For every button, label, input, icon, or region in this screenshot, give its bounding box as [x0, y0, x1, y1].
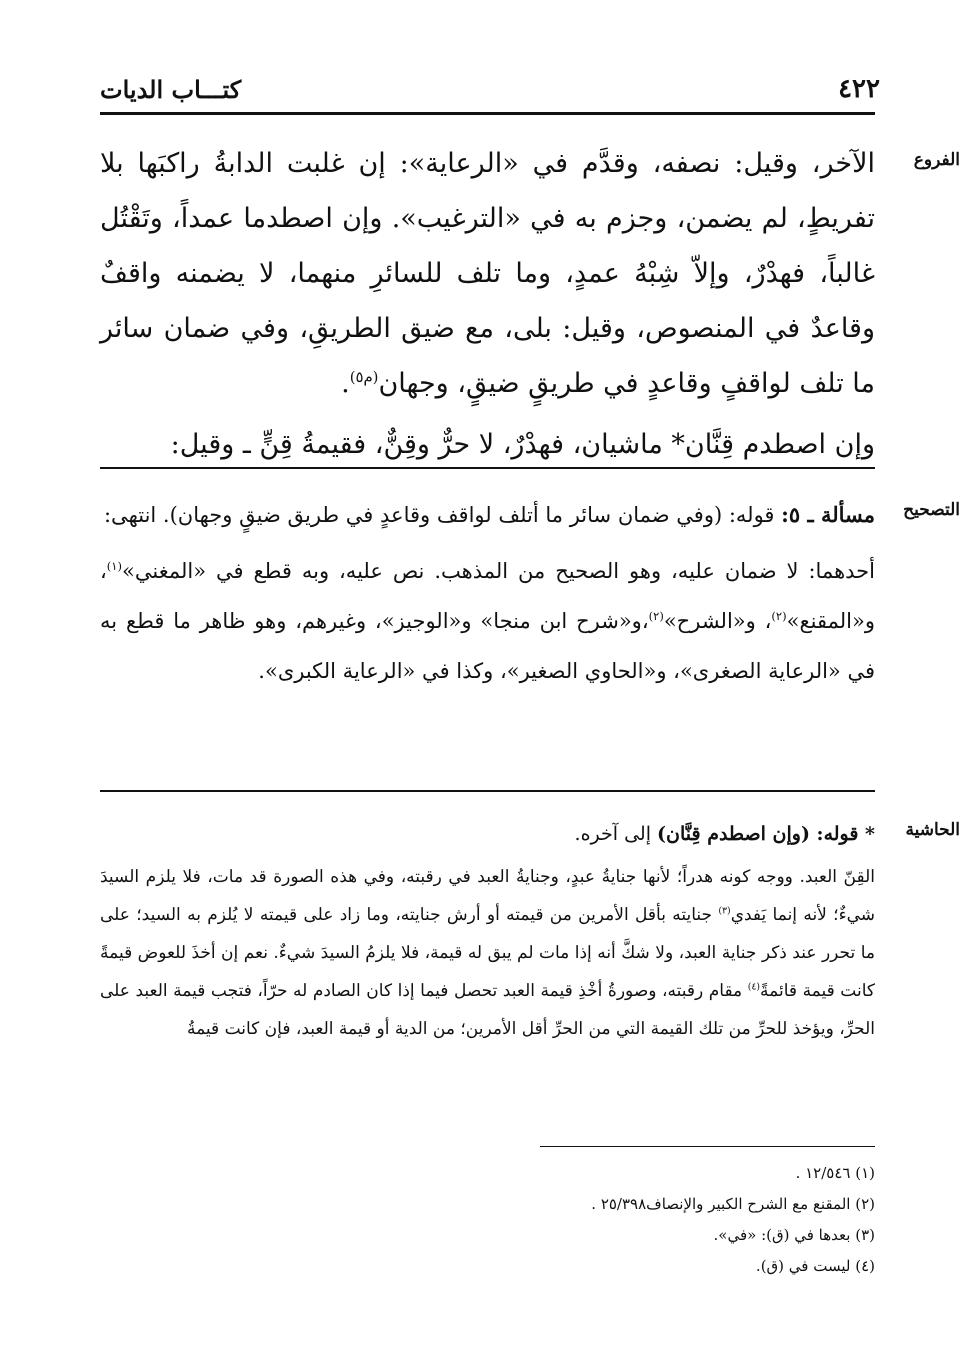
- book-title: كتـــاب الديات: [100, 75, 242, 104]
- issue-marker: (م٥): [349, 368, 379, 386]
- header-rule: [100, 112, 875, 115]
- tashih-text-b: ، و«المقنع»: [100, 559, 875, 633]
- main-text: [100, 136, 875, 472]
- footnotes: [300, 1158, 875, 1282]
- tashih-text-d: ،و«شرح ابن منجا» و«الوجيز»، وغيرهم، وهو ظاهر ما قطع به في «الرعاية الصغرى»، و«الحاوي الصغير»، وكذا في «الرعاية الكبرى».: [100, 609, 875, 683]
- hashiya-lead-rest: إلى آخره.: [574, 823, 658, 845]
- main-paragraph-end: .: [341, 368, 350, 399]
- page-number: ٤٢٢: [838, 74, 880, 104]
- footnote-ref-4: (٤): [747, 981, 761, 993]
- tashih-text: [100, 490, 875, 696]
- footnote-3: (٣) بعدها في (ق): «في».: [713, 1226, 875, 1244]
- label-tashih: التصحيح: [903, 500, 960, 520]
- footnote-rule: [540, 1146, 875, 1147]
- main-paragraph-text: الآخر، وقيل: نصفه، وقدَّم في «الرعاية»: إن غلبت الدابةُ راكبَها بلا تفريطٍ، لم يضمن، وجزم به في «الترغيب». وإن اصطدما عمداً، وتَقْتُل غالباً، فهدْرٌ، وإلاّ شِبْهُ عمدٍ، وما تلف للسائرِ منهما، لا يضمنه واقفٌ وقاعدٌ في المنصوص، وقيل: بلى، مع ضيق الطريقِ، وفي ضمان سائر ما تلف لواقفٍ وقاعدٍ في طريقٍ ضيقٍ، وجهان: [100, 148, 875, 399]
- footnote-4: (٤) ليست في (ق).: [755, 1257, 875, 1275]
- hashiya-text-a: القِنّ العبد. ووجه كونه هدراً؛ لأنها جنايةُ عبدٍ، وجنايةُ العبد في رقبته، وفي هذه الصورة قد مات، فلا يلزم السيدَ شيءٌ؛ لأنه إنما يَفدي: [100, 867, 875, 925]
- tashih-paragraph-1: [100, 490, 875, 540]
- main-paragraph-2: وإن اصطدم قِنَّان* ماشيان، فهدْرٌ، لا حرٌّ وقِنٌّ، فقيمةُ قِنٍّ ـ وقيل:: [170, 429, 875, 460]
- running-header: [100, 70, 880, 104]
- hashiya-text-c: مقام رقبته، وصورةُ أخْذِ قيمة العبد تحصل فيما إذا كان الصادم له حرّاً، فتجب قيمة العبد على الحرِّ، ويؤخذ للحرِّ من تلك القيمة التي من الحرِّ أقل الأمرين؛ من الدية أو قيمة العبد، فإن كانت قيمةُ: [100, 981, 875, 1039]
- hashiya-text-b: جنايته بأقل الأمرين من قيمته أو أرش جنايته، وما زاد على قيمته لا يُلزم به السيد؛ على ما تحرر عند ذكر جناية العبد، ولا شكَّ أنه إذا مات لم يبق له قيمة، فلا يلزمُ السيدَ شيءٌ. نعم إن أخذَ للعوض قيمةً كانت قيمة قائمةً: [100, 905, 875, 1001]
- main-paragraph: [100, 136, 875, 411]
- label-furu: الفروع: [913, 150, 960, 170]
- label-hashiya: الحاشية: [905, 820, 960, 840]
- footnote-ref-3: (٣): [718, 905, 731, 917]
- footnote-1: (١) ١٢/٥٤٦ .: [795, 1164, 875, 1182]
- footnote-ref-2: (٢): [771, 609, 787, 623]
- tashih-text-a: أحدهما: لا ضمان عليه، وهو الصحيح من المذهب. نص عليه، وبه قطع في «المغني»: [122, 559, 875, 583]
- footnote-ref-1: (١): [106, 559, 123, 573]
- tashih-paragraph-2: [100, 546, 875, 696]
- hashiya-quote: * قوله: (وإن اصطدم قِنَّان): [657, 823, 875, 845]
- issue-heading: مسألة ـ ٥:: [781, 502, 875, 527]
- footnote-ref-2b: (٢): [648, 609, 664, 623]
- section-rule-1: [100, 467, 875, 469]
- tashih-text-c: ، و«الشرح»: [663, 609, 772, 633]
- tashih-quote: قوله: (وفي ضمان سائر ما أتلف لواقف وقاعدٍ في طريق ضيقٍ وجهان). انتهى:: [103, 503, 782, 527]
- hashiya-lead: [100, 814, 875, 854]
- hashiya-text: [100, 814, 875, 1048]
- footnote-2: (٢) المقنع مع الشرح الكبير والإنصاف٢٥/٣٩٨ .: [591, 1195, 875, 1213]
- hashiya-body: [100, 858, 875, 1048]
- section-rule-2: [100, 790, 875, 792]
